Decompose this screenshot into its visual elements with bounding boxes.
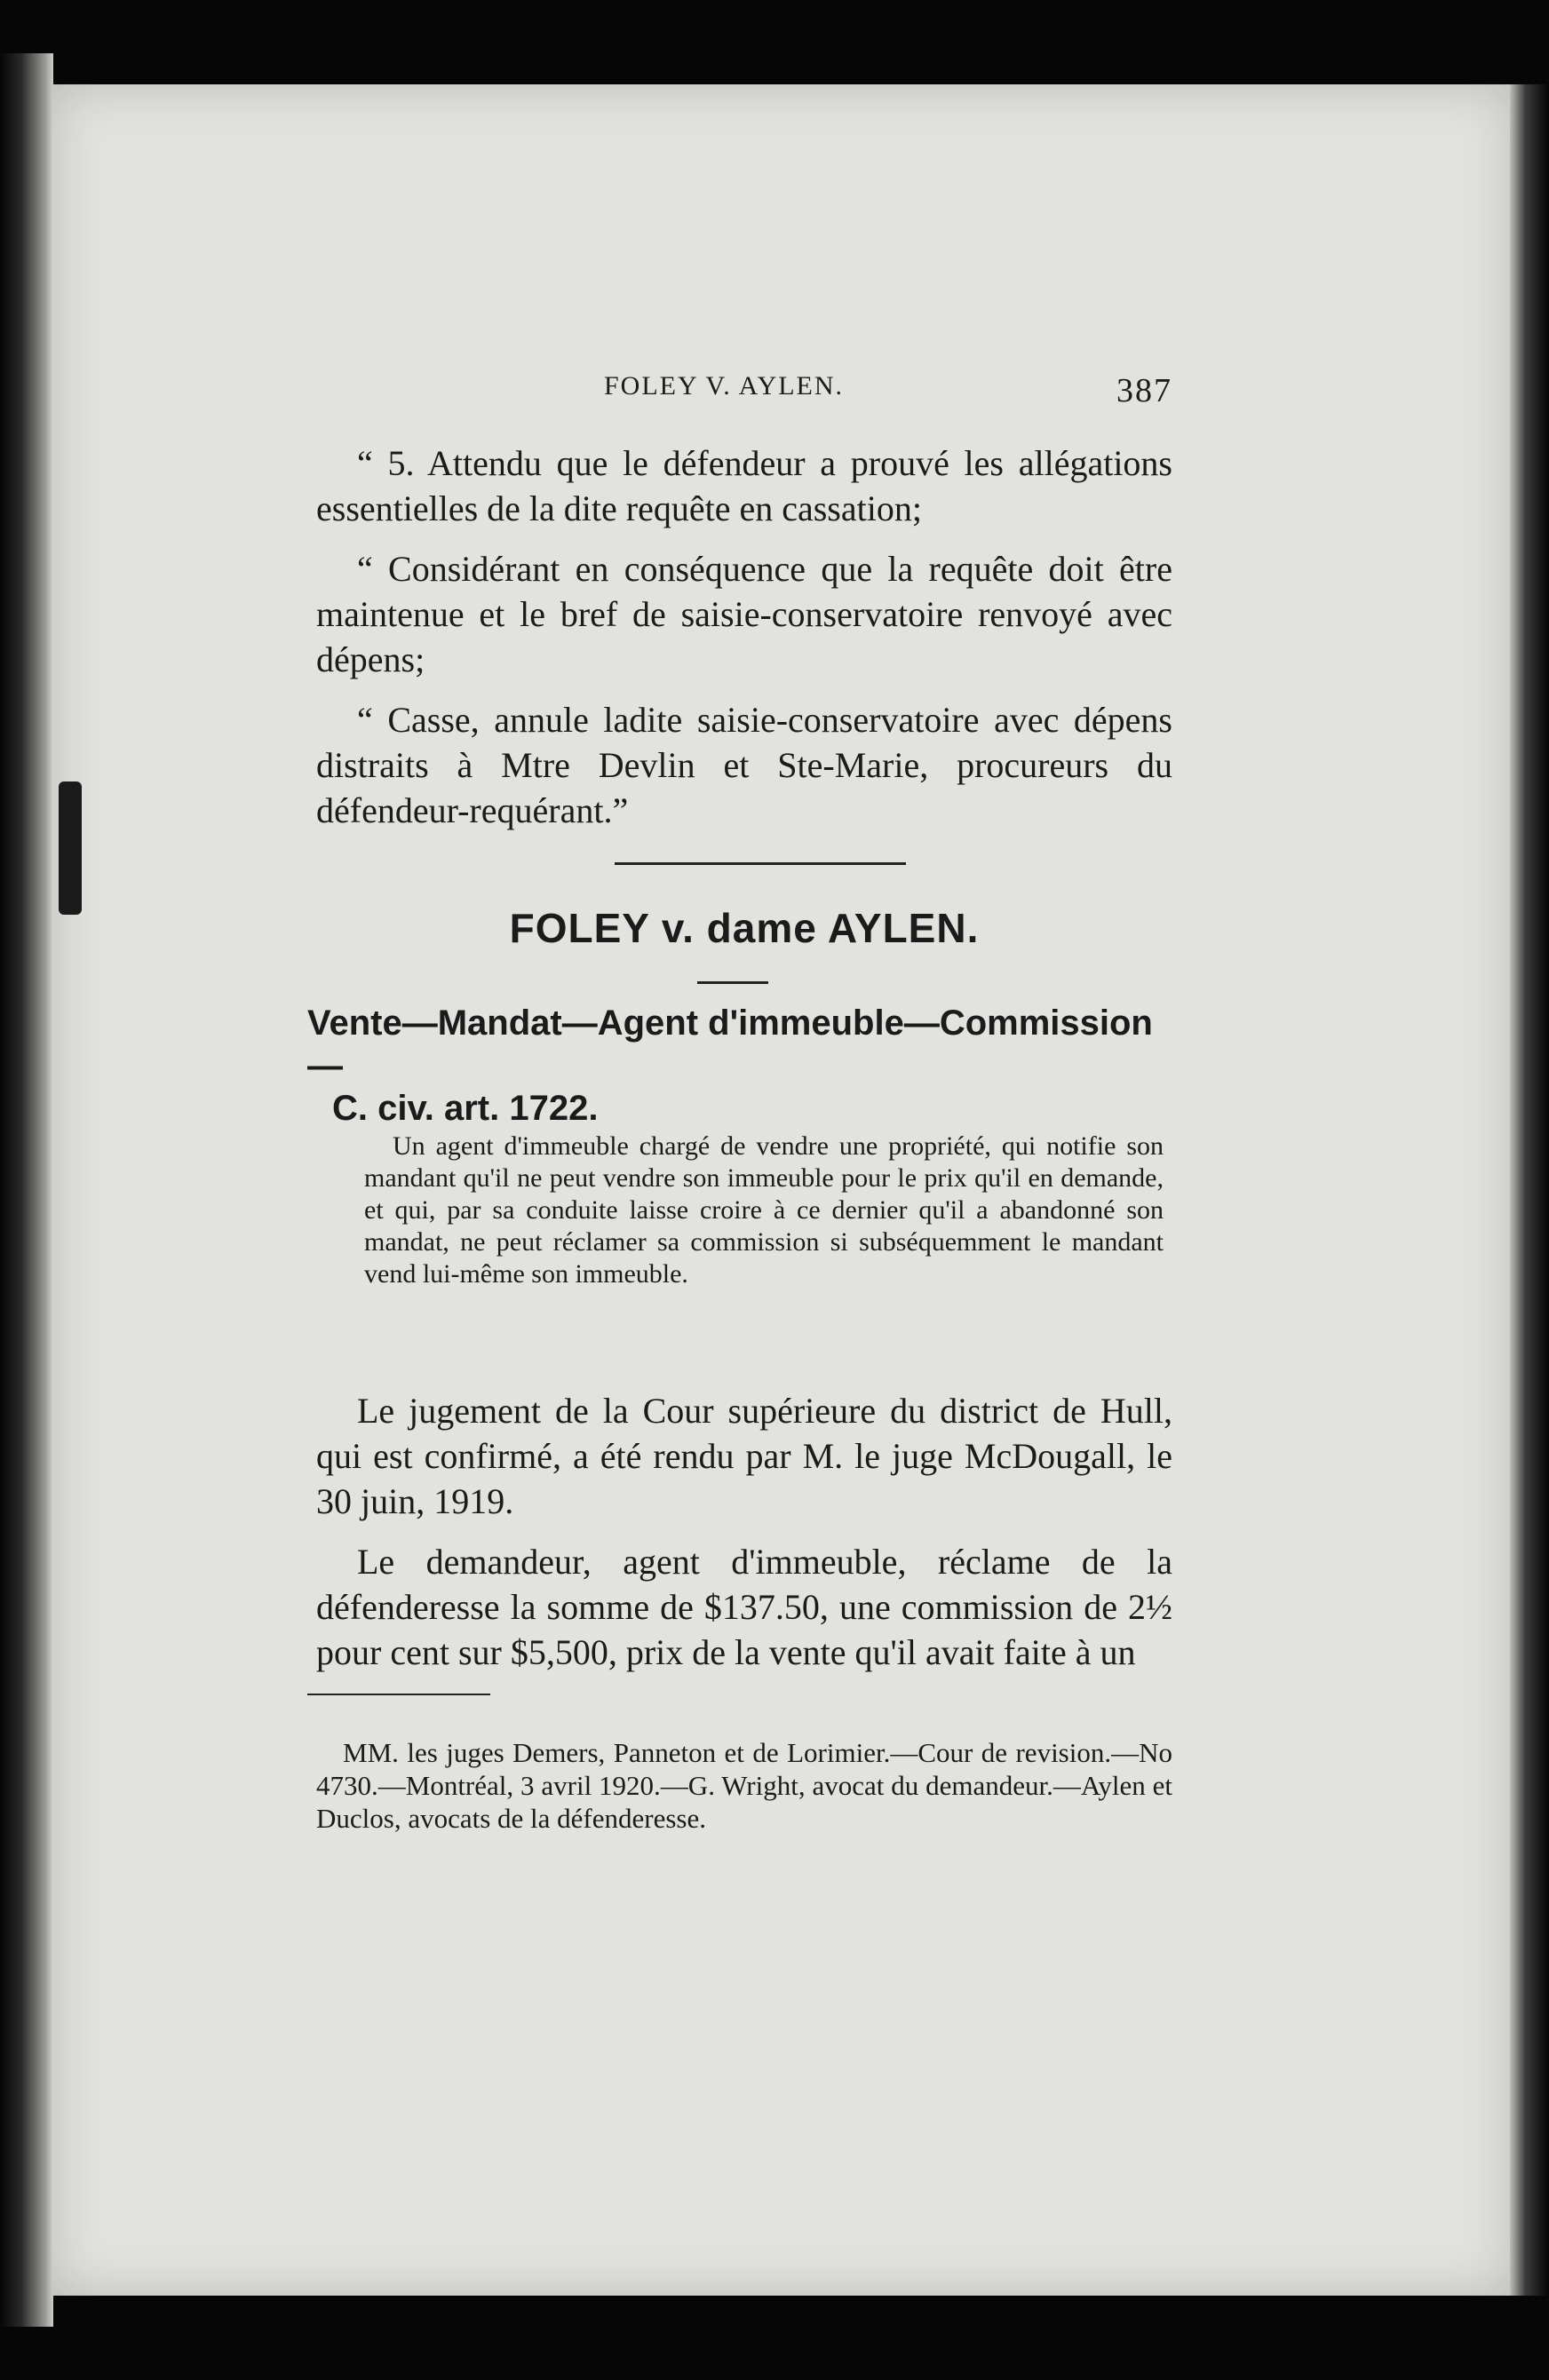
footnote: MM. les juges Demers, Panneton et de Lorimier.—Cour de revision.—No 4730.—Montréal, 3 avril 1920.—G. Wright, avocat du demandeur.—Aylen et Duclos, avocats de la défenderesse.: [316, 1737, 1172, 1834]
page-edge-shadow: [1510, 84, 1549, 2296]
footnote-rule: [307, 1694, 490, 1695]
title-rule: [697, 981, 768, 984]
running-head-title: FOLEY V. AYLEN.: [604, 371, 845, 401]
keywords-line: C. civ. art. 1722.: [332, 1089, 599, 1128]
paragraph: Le demandeur, agent d'immeuble, réclame de la défenderesse la somme de $137.50, une commission de 2½ pour cent sur $5,500, prix de la vente qu'il avait faite à un: [316, 1542, 1172, 1672]
section-divider: [615, 862, 906, 865]
paragraph: “ Casse, annule ladite saisie-conservatoire avec dépens distraits à Mtre Devlin et Ste-Marie, procureurs du défendeur-requérant.”: [316, 700, 1172, 830]
book-spine-shadow: [0, 53, 53, 2327]
keywords-line: Vente—Mandat—Agent d'immeuble—Commission—: [307, 1004, 1153, 1085]
preceding-judgment: [316, 440, 1172, 848]
case-title: FOLEY v. dame AYLEN.: [509, 905, 980, 951]
opinion-text: [316, 1388, 1172, 1690]
page-number: 387: [1116, 372, 1172, 409]
paragraph: Le jugement de la Cour supérieure du district de Hull, qui est confirmé, a été rendu par M. le juge McDougall, le 30 juin, 1919.: [316, 1391, 1172, 1521]
binding-mark: [59, 781, 82, 915]
headnote-summary: Un agent d'immeuble chargé de vendre une propriété, qui notifie son mandant qu'il ne peut vendre son immeuble pour le prix qu'il en demande, et qui, par sa conduite laisse croire à ce dernier qu'il a abandonné son mandat, ne peut réclamer sa commission si subséquemment le mandant vend lui-même son immeuble.: [364, 1131, 1164, 1289]
paragraph: “ Considérant en conséquence que la requête doit être maintenue et le bref de saisie-conservatoire renvoyé avec dépens;: [316, 549, 1172, 679]
headnote-keywords: [307, 1002, 1178, 1130]
paragraph: “ 5. Attendu que le défendeur a prouvé les allégations essentielles de la dite requête en cassation;: [316, 443, 1172, 528]
